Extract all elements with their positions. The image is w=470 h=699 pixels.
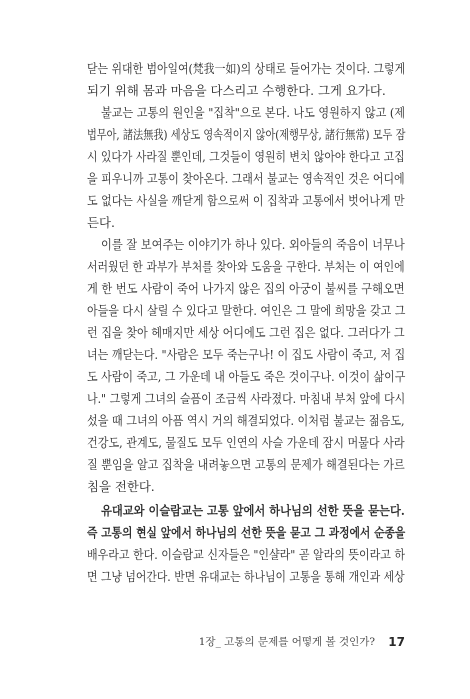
body-line: 침을 전한다.: [87, 479, 155, 494]
body-line: 되기 위해 몸과 마음을 다스리고 수행한다. 그게 요가다.: [87, 83, 386, 98]
body-line: 섰을 때 그녀의 아픔 역시 거의 해결되었다. 이처럼 불교는 젊음도,: [87, 413, 405, 428]
body-line: 건강도, 관계도, 물질도 모두 인연의 사슬 가운데 잠시 머물다 사라: [87, 435, 405, 450]
running-header-chapter: 1장_ 고통의 문제를 어떻게 볼 것인가?: [198, 636, 375, 648]
body-line: 배우라고 한다. 이슬람교 신자들은 "인샬라" 곧 알라의 뜻이라고 하: [87, 547, 406, 562]
body-line: 을 피우니까 고통이 찾아온다. 그래서 불교는 영속적인 것은 어디에: [87, 171, 405, 186]
page-footer: [87, 632, 405, 652]
body-line: 유대교와 이슬람교는 고통 앞에서 하나님의 선한 뜻을 묻는다.: [101, 503, 405, 518]
body-line: 질 뿐임을 알고 집착을 내려놓으면 고통의 문제가 해결된다는 가르: [87, 457, 405, 472]
body-line: 즉 고통의 현실 앞에서 하나님의 선한 뜻을 묻고 그 과정에서 순종을: [87, 525, 406, 540]
page-number: 17: [388, 635, 405, 649]
body-line: 서러웠던 한 과부가 부처를 찾아와 도움을 구한다. 부처는 이 여인에: [87, 259, 405, 274]
body-line: 런 집을 찾아 헤매지만 세상 어디에도 그런 집은 없다. 그러다가 그: [87, 325, 405, 340]
body-line: 도 없다는 사실을 깨닫게 함으로써 이 집착과 고통에서 벗어나게 만: [87, 193, 405, 208]
body-line: 불교는 고통의 원인을 "집착"으로 본다. 나도 영원하지 않고 (제: [101, 105, 405, 120]
body-line: 나." 그렇게 그녀의 슬픔이 조금씩 사라졌다. 마침내 부처 앞에 다시: [87, 391, 406, 406]
body-line: 든다.: [87, 215, 115, 230]
body-line: 면 그냥 넘어간다. 반면 유대교는 하나님이 고통을 통해 개인과 세상: [87, 569, 405, 584]
body-line: 이를 잘 보여주는 이야기가 하나 있다. 외아들의 죽음이 너무나: [101, 237, 405, 252]
body-line: 법무아, 諸法無我) 세상도 영속적이지 않아(제행무상, 諸行無常) 모두 잠: [87, 127, 406, 142]
body-line: 녀는 깨닫는다. "사람은 모두 죽는구나! 이 집도 사람이 죽고, 저 집: [87, 347, 406, 362]
body-line: 도 사람이 죽고, 그 가운데 내 아들도 죽은 것이구나. 이것이 삶이구: [87, 369, 406, 384]
body-line: 게 한 번도 사람이 죽어 나가지 않은 집의 아궁이 불씨를 구해오면: [87, 281, 405, 296]
body-line: 아들을 다시 살릴 수 있다고 말한다. 여인은 그 말에 희망을 갖고 그: [87, 303, 406, 318]
body-line: 시 있다가 사라질 뿐인데, 그것들이 영원히 변치 않아야 한다고 고집: [87, 149, 405, 164]
body-line: 닫는 위대한 범아일여(梵我一如)의 상태로 들어가는 것이다. 그렇게: [87, 61, 406, 76]
